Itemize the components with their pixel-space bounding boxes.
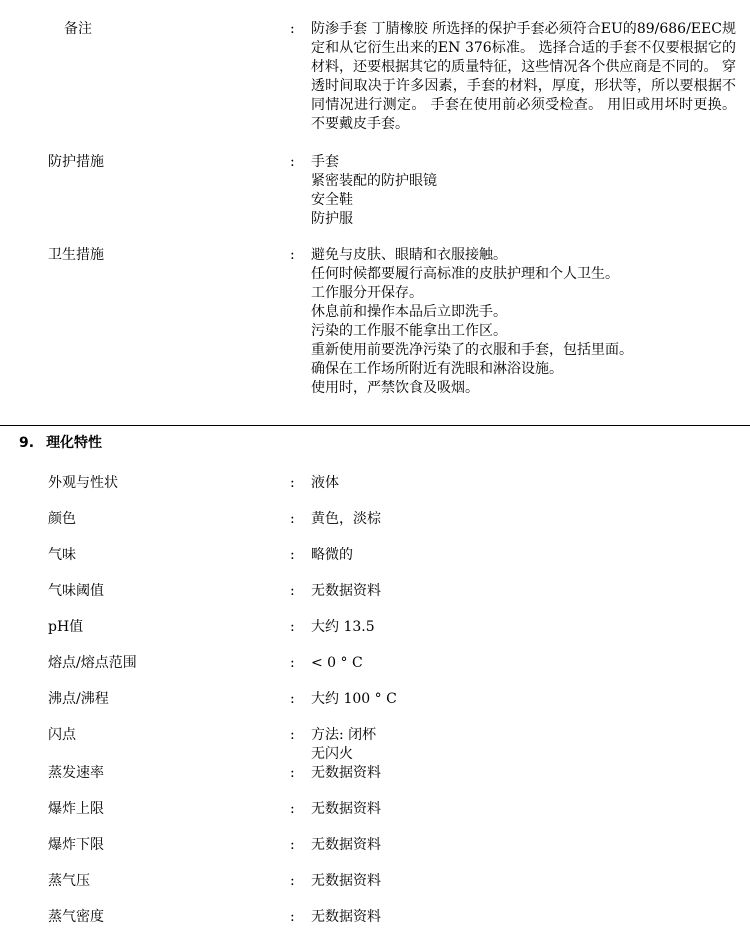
property-colon: : xyxy=(290,655,295,671)
property-value xyxy=(311,726,741,764)
property-label: 沸点/沸程 xyxy=(48,691,109,707)
hygiene-item: 使用时，严禁饮食及吸烟。 xyxy=(311,380,479,396)
property-label: 蒸气压 xyxy=(48,873,90,889)
protection-item: 安全鞋 xyxy=(311,192,353,208)
property-value: 略微的 xyxy=(311,547,353,563)
property-colon: : xyxy=(290,801,295,817)
protection-label: 防护措施 xyxy=(48,154,104,170)
property-colon: : xyxy=(290,511,295,527)
property-label: 爆炸下限 xyxy=(48,837,104,853)
property-value: 无数据资料 xyxy=(311,765,381,781)
property-colon: : xyxy=(290,765,295,781)
property-value: 无数据资料 xyxy=(311,801,381,817)
property-value: 大约 13.5 xyxy=(311,619,375,635)
property-colon: : xyxy=(290,837,295,853)
protection-item: 紧密装配的防护眼镜 xyxy=(311,173,437,189)
property-colon: : xyxy=(290,583,295,599)
property-label: 气味 xyxy=(48,547,76,563)
hygiene-item: 任何时候都要履行高标准的皮肤护理和个人卫生。 xyxy=(311,266,619,282)
property-colon: : xyxy=(290,691,295,707)
property-value-line: 方法: 闭杯 xyxy=(311,727,377,743)
property-label: 熔点/熔点范围 xyxy=(48,655,137,671)
property-label: 爆炸上限 xyxy=(48,801,104,817)
hygiene-item: 避免与皮肤、眼睛和衣服接触。 xyxy=(311,247,507,263)
remark-label: 备注 xyxy=(64,21,92,37)
property-colon: : xyxy=(290,873,295,889)
section-number: 9. xyxy=(19,435,35,451)
hygiene-item: 工作服分开保存。 xyxy=(311,285,423,301)
hygiene-item: 重新使用前要洗净污染了的衣服和手套，包括里面。 xyxy=(311,342,633,358)
hygiene-colon: : xyxy=(290,247,295,263)
property-value: 无数据资料 xyxy=(311,873,381,889)
protection-colon: : xyxy=(290,154,295,170)
property-label: 外观与性状 xyxy=(48,475,118,491)
property-label: 闪点 xyxy=(48,727,76,743)
property-value: 大约 100 ° C xyxy=(311,691,397,707)
property-value: 无数据资料 xyxy=(311,909,381,925)
hygiene-label: 卫生措施 xyxy=(48,247,104,263)
protection-list xyxy=(311,153,741,229)
property-label: 蒸发速率 xyxy=(48,765,104,781)
remark-colon: : xyxy=(290,21,295,37)
section-divider xyxy=(0,425,750,426)
hygiene-item: 休息前和操作本品后立即洗手。 xyxy=(311,304,507,320)
property-value: < 0 ° C xyxy=(311,655,363,671)
property-value-line: 无闪火 xyxy=(311,746,353,762)
property-colon: : xyxy=(290,909,295,925)
property-value: 无数据资料 xyxy=(311,583,381,599)
section-heading xyxy=(19,434,102,453)
property-value: 液体 xyxy=(311,475,339,491)
section-title: 理化特性 xyxy=(46,435,103,451)
property-value: 黄色，淡棕 xyxy=(311,511,381,527)
property-label: 气味阈值 xyxy=(48,583,104,599)
hygiene-item: 污染的工作服不能拿出工作区。 xyxy=(311,323,507,339)
property-colon: : xyxy=(290,619,295,635)
property-label: 蒸气密度 xyxy=(48,909,104,925)
remark-text: 防渗手套 丁腈橡胶 所选择的保护手套必须符合EU的89/686/EEC规定和从它衍生出来的EN 376标准。 选择合适的手套不仅要根据它的材料，还要根据其它的质量特征，这些情况各个供应商是不同的。 穿透时间取决于许多因素，手套的材料，厚度，形状等，所以要根据不同情况进行测定。 手套在使用前必须受检查。 用旧或用坏时更换。 不要戴皮手套。 xyxy=(311,21,736,132)
property-label: pH值 xyxy=(48,619,84,635)
property-label: 颜色 xyxy=(48,511,76,527)
hygiene-item: 确保在工作场所附近有洗眼和淋浴设施。 xyxy=(311,361,563,377)
property-colon: : xyxy=(290,475,295,491)
protection-item: 防护服 xyxy=(311,211,353,227)
protection-item: 手套 xyxy=(311,154,339,170)
property-colon: : xyxy=(290,727,295,743)
property-colon: : xyxy=(290,547,295,563)
property-value: 无数据资料 xyxy=(311,837,381,853)
hygiene-list xyxy=(311,246,741,398)
